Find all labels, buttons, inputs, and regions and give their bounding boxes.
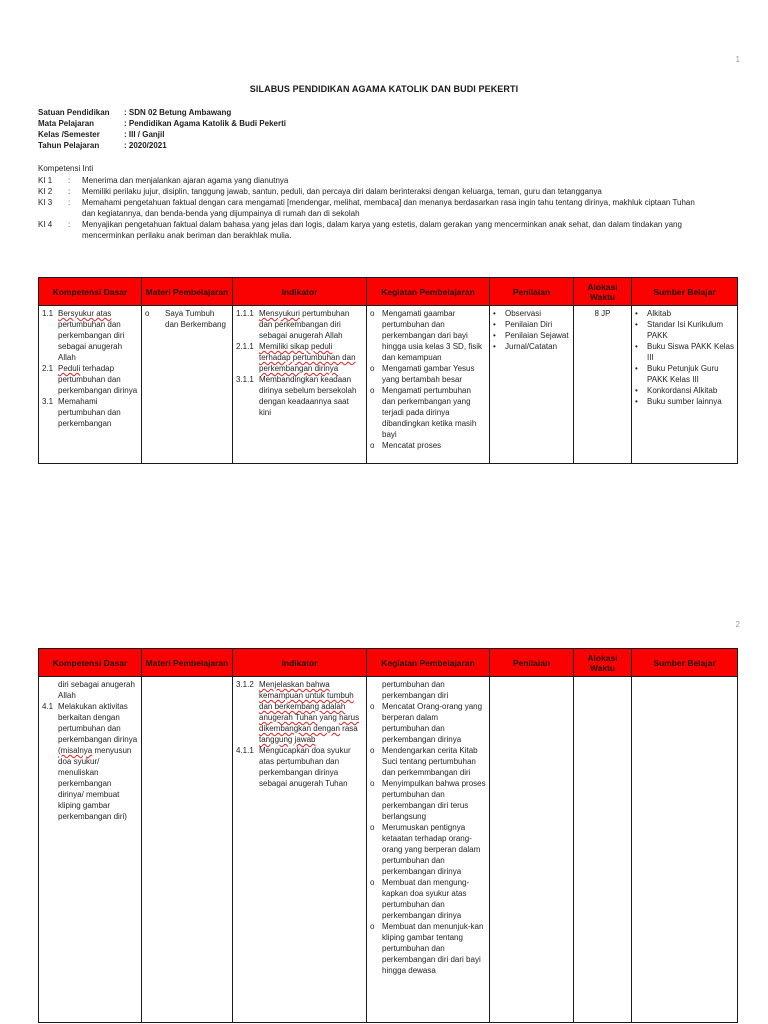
ki-code: KI 2 xyxy=(38,187,53,196)
list-item xyxy=(236,308,363,341)
kompetensi-inti-heading: Kompetensi Inti xyxy=(38,164,94,173)
item-text xyxy=(165,308,229,330)
list-marker: • xyxy=(635,386,638,395)
ki-text: Memahami pengetahuan faktual dengan cara mengamati [mendengar, melihat, membaca] dan menanya berdasarkan rasa ingin tahu tentang dirinya, makhluk ciptaan Tuhan dan kegiatannya, dan benda-benda yang dijumpainya di rumah dan di sekolah xyxy=(82,198,695,218)
list-item xyxy=(370,308,486,363)
text-run: Standar Isi Kurikulum PAKK xyxy=(647,320,724,340)
list-marker: 3.1.1 xyxy=(236,375,254,384)
list-marker: o xyxy=(370,746,375,755)
list-item xyxy=(236,679,363,745)
col-header-kompetensi-dasar: Kompetensi Dasar xyxy=(39,649,142,677)
item-text xyxy=(58,363,138,396)
meta-row xyxy=(38,107,286,118)
item-text xyxy=(647,385,734,396)
text-run: Memahami pertumbuhan dan perkembangan xyxy=(58,397,121,428)
item-text xyxy=(58,679,138,701)
text-run: Jurnal/Catatan xyxy=(505,342,558,351)
list-item xyxy=(236,374,363,418)
table-cell xyxy=(632,306,738,464)
item-text xyxy=(382,745,486,778)
item-text xyxy=(382,778,486,822)
list-item xyxy=(370,877,486,921)
col-header-penilaian: Penilaian xyxy=(490,278,574,306)
list-marker: • xyxy=(635,320,638,329)
text-run: pertumbuhan dan perkembangan diri sebagai anugerah Allah xyxy=(58,320,125,362)
document-meta xyxy=(38,107,286,151)
list-item xyxy=(145,308,229,330)
col-header-kegiatan-pembelajaran: Kegiatan Pembelajaran xyxy=(367,649,490,677)
list-marker: o xyxy=(370,309,375,318)
item-text xyxy=(259,374,363,418)
text-run: Merumuskan pentignya ketaatan terhadap orang-orang yang berperan dalam pertumbuhan dan perkembangan dirinya xyxy=(382,823,481,876)
revision-underlined-text: (misalnya xyxy=(58,746,93,755)
list-item xyxy=(635,396,734,407)
list-marker: • xyxy=(493,342,496,351)
col-header-alokasi-waktu: Alokasi Waktu xyxy=(574,649,632,677)
item-text xyxy=(259,308,363,341)
col-header-materi-pembelajaran: Materi Pembelajaran xyxy=(142,278,233,306)
item-text xyxy=(58,396,138,429)
document-title: SILABUS PENDIDIKAN AGAMA KATOLIK DAN BUDI PEKERTI xyxy=(249,84,519,94)
item-text xyxy=(259,679,363,745)
list-item xyxy=(42,308,138,363)
item-text xyxy=(259,341,363,374)
item-text xyxy=(647,363,734,385)
item-text xyxy=(577,308,628,319)
ki-colon: : xyxy=(68,220,71,229)
text-run: Membuat dan mengung-kapkan doa syukur atas pertumbuhan dan perkembangan dirinya xyxy=(382,878,470,920)
silabus-table-page2 xyxy=(38,648,738,1023)
list-item xyxy=(42,363,138,396)
revision-underlined-text: Bersyukur atas xyxy=(58,309,112,318)
list-item xyxy=(493,308,570,319)
item-text xyxy=(505,308,570,319)
ki-colon: : xyxy=(68,187,71,196)
meta-value: : 2020/2021 xyxy=(124,141,167,150)
col-header-indikator: Indikator xyxy=(233,649,367,677)
table-cell xyxy=(233,306,367,464)
col-header-alokasi-waktu: Alokasi Waktu xyxy=(574,278,632,306)
item-text xyxy=(259,745,363,789)
text-run: Buku Siswa PAKK Kelas III xyxy=(647,342,735,362)
list-marker: o xyxy=(370,878,375,887)
revision-underlined-text: Mensyukuri xyxy=(259,309,300,318)
list-marker: o xyxy=(370,441,375,450)
list-item xyxy=(635,308,734,319)
table-cell xyxy=(142,677,233,1023)
list-item xyxy=(370,440,486,451)
revision-underlined-text: Memiliki sikap peduli terhadap pertumbuhan dan perkembangan dirinya xyxy=(259,342,356,373)
revision-underlined-text: Menjelaskan bahwa kemampuan untuk tumbuh dan berkembang adalah anugerah Tuhan xyxy=(259,680,354,722)
list-item xyxy=(370,778,486,822)
list-item xyxy=(42,396,138,429)
text-block xyxy=(42,679,138,701)
item-text xyxy=(505,319,570,330)
item-text xyxy=(382,921,486,976)
list-marker: o xyxy=(370,364,375,373)
text-run: terhadap pertumbuhan dan perkembangan dirinya xyxy=(58,364,138,395)
item-text xyxy=(58,308,138,363)
list-marker: 1.1 xyxy=(42,309,54,318)
list-item xyxy=(236,745,363,789)
col-header-materi-pembelajaran: Materi Pembelajaran xyxy=(142,649,233,677)
item-text xyxy=(505,341,570,352)
ki-text: Menerima dan menjalankan ajaran agama yang dianutnya xyxy=(82,176,289,185)
table-cell xyxy=(574,677,632,1023)
col-header-sumber-belajar: Sumber Belajar xyxy=(632,278,738,306)
col-header-sumber-belajar: Sumber Belajar xyxy=(632,649,738,677)
text-run: Mencatat proses xyxy=(382,441,442,450)
ki-colon: : xyxy=(68,176,71,185)
text-run: Membuat dan menunjuk-kan kliping gambar tentang pertumbuhan dan perkembangan diri dari bayi hingga dewasa xyxy=(382,922,484,975)
table-cell xyxy=(632,677,738,1023)
text-run: Mencatat Orang-orang yang berperan dalam pertumbuhan dan perkembangan dirinya xyxy=(382,702,483,744)
page-number-1: 1 xyxy=(735,55,740,64)
table-header-row xyxy=(39,278,738,306)
list-marker: • xyxy=(493,320,496,329)
table-cell xyxy=(142,306,233,464)
list-item xyxy=(370,363,486,385)
item-text xyxy=(505,330,570,341)
list-marker: o xyxy=(370,386,375,395)
meta-row xyxy=(38,118,286,129)
list-item xyxy=(42,701,138,822)
item-text xyxy=(382,440,486,451)
item-text xyxy=(382,363,486,385)
table-cell xyxy=(39,306,142,464)
list-marker: o xyxy=(370,779,375,788)
revision-underlined-text: tanggung jawab xyxy=(259,735,316,744)
table-cell xyxy=(490,306,574,464)
ki-text: Menyajikan pengetahuan faktual dalam bahasa yang jelas dan logis, dalam karya yang estetis, dalam gerakan yang mencerminkan anak sehat, dan dalam tindakan yang mencerminkan perilaku anak beriman dan berakhlak mulia. xyxy=(82,220,682,240)
ki-code: KI 1 xyxy=(38,176,53,185)
table-cell xyxy=(367,306,490,464)
item-text xyxy=(382,877,486,921)
table-cell xyxy=(367,677,490,1023)
meta-label: Kelas /Semester xyxy=(38,130,100,139)
list-item xyxy=(493,330,570,341)
revision-underlined-text: harus dikembangkan dengan xyxy=(259,713,360,733)
item-text xyxy=(647,341,734,363)
text-run: Saya Tumbuh dan Berkembang xyxy=(165,309,226,329)
list-marker: • xyxy=(635,342,638,351)
list-marker: 3.1.2 xyxy=(236,680,254,689)
ki-code: KI 3 xyxy=(38,198,53,207)
table-cell xyxy=(39,677,142,1023)
text-run: menyusun doa syukur/ menuliskan perkembangan dirinya/ membuat kliping gambar perkembangan diri) xyxy=(58,746,132,821)
item-text xyxy=(382,385,486,440)
list-item xyxy=(493,341,570,352)
list-item xyxy=(635,319,734,341)
list-marker: o xyxy=(145,309,150,318)
revision-underlined-text: Peduli xyxy=(58,364,81,373)
list-item xyxy=(493,319,570,330)
list-item xyxy=(370,921,486,976)
text-run: Alkitab xyxy=(647,309,672,318)
text-run: pertumbuhan dan perkembangan diri sebagai anugerah Allah xyxy=(259,309,350,340)
text-run: Observasi xyxy=(505,309,542,318)
item-text xyxy=(382,701,486,745)
table-body-row xyxy=(39,677,738,1023)
table-cell xyxy=(490,677,574,1023)
meta-row xyxy=(38,140,286,151)
text-run: Penilaian Diri xyxy=(505,320,553,329)
table-header-row xyxy=(39,649,738,677)
list-marker: 4.1.1 xyxy=(236,746,254,755)
meta-label: Satuan Pendidikan xyxy=(38,108,110,117)
list-marker: 2.1 xyxy=(42,364,54,373)
meta-label: Mata Pelajaran xyxy=(38,119,95,128)
table-cell xyxy=(574,306,632,464)
meta-value: : III / Ganjil xyxy=(124,130,165,139)
text-run: Buku Petunjuk Guru PAKK Kelas III xyxy=(647,364,719,384)
kompetensi-inti-section xyxy=(38,163,738,241)
text-run: Konkordansi Alkitab xyxy=(647,386,718,395)
col-header-indikator: Indikator xyxy=(233,278,367,306)
meta-value: : SDN 02 Betung Ambawang xyxy=(124,108,232,117)
list-marker: • xyxy=(493,331,496,340)
text-run: Membandingkan keadaan dirinya sebelum bersekolah dengan keadaannya saat kini xyxy=(259,375,357,417)
list-item xyxy=(236,341,363,374)
silabus-table-page1 xyxy=(38,277,738,464)
list-marker: • xyxy=(635,397,638,406)
col-header-penilaian: Penilaian xyxy=(490,649,574,677)
text-run: 8 JP xyxy=(594,309,611,318)
table-body-row xyxy=(39,306,738,464)
item-text xyxy=(382,308,486,363)
list-marker: • xyxy=(635,364,638,373)
ki-item xyxy=(38,197,738,219)
ki-text: Memiliki perilaku jujur, disiplin, tanggung jawab, santun, peduli, dan percaya diri dalam berinteraksi dengan keluarga, teman, guru dan tetangganya xyxy=(82,187,602,196)
ki-code: KI 4 xyxy=(38,220,53,229)
list-item xyxy=(370,745,486,778)
text-run: Melakukan aktivitas berkaitan dengan pertumbuhan dan perkembangan dirinya xyxy=(58,702,138,744)
text-block xyxy=(577,308,628,319)
list-item xyxy=(635,385,734,396)
item-text xyxy=(647,308,734,319)
text-run: Buku sumber lainnya xyxy=(647,397,722,406)
item-text xyxy=(58,701,138,822)
list-item xyxy=(370,701,486,745)
list-item xyxy=(370,822,486,877)
ki-colon: : xyxy=(68,198,71,207)
col-header-kegiatan-pembelajaran: Kegiatan Pembelajaran xyxy=(367,278,490,306)
list-item xyxy=(635,341,734,363)
text-run: yang xyxy=(317,713,340,722)
text-run: pertumbuhan dan perkembangan diri xyxy=(382,680,449,700)
list-marker: o xyxy=(370,823,375,832)
meta-value: : Pendidikan Agama Katolik & Budi Pekerti xyxy=(124,119,286,128)
text-run: Mengucapkan doa syukur atas pertumbuhan dan perkembangan dirinya sebagai anugerah Tuhan xyxy=(259,746,351,788)
text-run: Mendengarkan cerita Kitab Suci tentang pertumbuhan dan perkemmbangan diri xyxy=(382,746,478,777)
list-marker: • xyxy=(493,309,496,318)
item-text xyxy=(647,319,734,341)
list-marker: 3.1 xyxy=(42,397,54,406)
meta-label: Tahun Pelajaran xyxy=(38,141,100,150)
list-marker: 1.1.1 xyxy=(236,309,254,318)
text-run: diri sebagai anugerah Allah xyxy=(58,680,135,700)
text-run: Penilaian Sejawat xyxy=(505,331,569,340)
ki-item xyxy=(38,219,738,241)
text-run: Mengamati gambar Yesus yang bertambah besar xyxy=(382,364,475,384)
ki-item xyxy=(38,175,738,186)
list-marker: o xyxy=(370,702,375,711)
col-header-kompetensi-dasar: Kompetensi Dasar xyxy=(39,278,142,306)
page-number-2: 2 xyxy=(735,620,740,629)
text-run: Mengamati gaambar pertumbuhan dan perkembangan dari bayi hingga usia kelas 3 SD, fisik dan kemampuan xyxy=(382,309,483,362)
meta-row xyxy=(38,129,286,140)
text-run: Menyimpulkan bahwa proses pertumbuhan dan perkembangan diri terus berlangsung xyxy=(382,779,486,821)
text-run: Mengamati pertumbuhan dan perkembangan yang terjadi pada dirinya dibandingkan ketika masih bayi xyxy=(382,386,477,439)
list-item xyxy=(635,363,734,385)
item-text xyxy=(382,822,486,877)
list-marker: 4.1 xyxy=(42,702,54,711)
item-text xyxy=(382,679,486,701)
list-marker: • xyxy=(635,309,638,318)
table-cell xyxy=(233,677,367,1023)
list-item xyxy=(370,385,486,440)
text-run: rasa xyxy=(339,724,358,733)
text-block xyxy=(370,679,486,701)
list-marker: 2.1.1 xyxy=(236,342,254,351)
list-marker: o xyxy=(370,922,375,931)
ki-item xyxy=(38,186,738,197)
item-text xyxy=(647,396,734,407)
